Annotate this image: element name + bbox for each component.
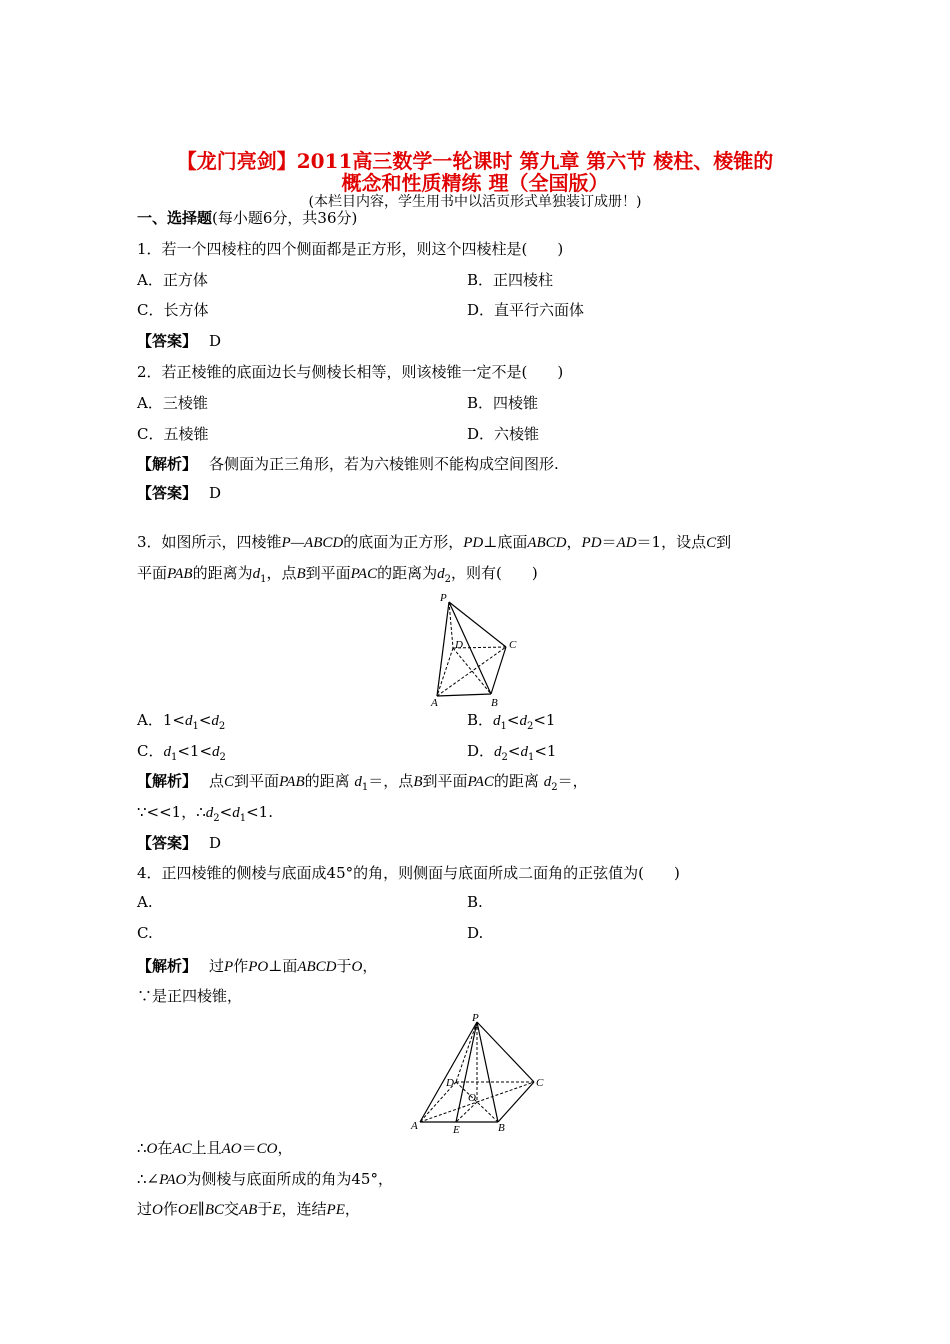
text: 的距离为: [377, 564, 438, 582]
text: ，: [566, 533, 582, 551]
text: 过: [137, 1200, 153, 1218]
analysis-label: 【解析】: [137, 957, 198, 975]
math: PD: [581, 535, 602, 551]
text: ＝: [601, 533, 617, 551]
subscript: 2: [444, 574, 451, 585]
q4-stem: 4．正四棱锥的侧棱与底面成45°的角，则侧面与底面所成二面角的正弦值为( ): [137, 864, 680, 882]
math: AO: [221, 1141, 242, 1157]
text: 到平面: [234, 772, 280, 790]
text: 于: [257, 1200, 273, 1218]
edge-pa: [420, 1022, 477, 1122]
section-name: 一、选择题: [137, 209, 213, 227]
section-note: (每小题6分，共36分): [212, 209, 358, 227]
q3-conclusion: [137, 801, 273, 824]
q4-line-regular: ∵是正四棱锥，: [137, 987, 243, 1005]
text: 的距离为: [192, 564, 253, 582]
q3-pyramid-figure: [425, 590, 535, 710]
text: <1.: [246, 803, 273, 821]
q2-stem: 2．若正棱锥的底面边长与侧棱长相等，则该棱锥一定不是( ): [137, 363, 564, 381]
subscript: 2: [213, 813, 220, 824]
math: d: [519, 713, 527, 729]
q1-stem: 1．若一个四棱柱的四个侧面都是正方形，则这个四棱柱是( ): [137, 240, 564, 258]
subscript: 1: [500, 721, 507, 732]
math: C: [706, 535, 717, 551]
label-b: B: [491, 697, 498, 709]
q4-option-d: D.: [467, 924, 484, 942]
subscript: 2: [551, 782, 558, 793]
q4-line-o-on-ac: [137, 1137, 292, 1158]
q4-line-construct: [137, 1198, 360, 1219]
label-o: O: [468, 1092, 476, 1104]
subscript: 2: [218, 721, 226, 732]
text: 交: [223, 1200, 239, 1218]
text: <: [506, 711, 520, 729]
text: ＝1，设点: [636, 533, 707, 551]
q4-option-a: A.: [137, 893, 153, 911]
text: ＝: [241, 1139, 257, 1157]
q1-option-b: B．正四棱柱: [467, 271, 554, 289]
subscript: 2: [526, 721, 534, 732]
text: <: [507, 742, 521, 760]
math: d: [543, 774, 552, 790]
q2-answer: [137, 482, 221, 503]
math: PAO: [159, 1172, 187, 1188]
label-p: P: [472, 1012, 479, 1024]
subscript: 2: [219, 752, 226, 763]
text: 的底面为正方形，: [343, 533, 464, 551]
label-e: E: [453, 1124, 460, 1136]
diag-db-hidden: [453, 648, 491, 694]
text: 作: [233, 957, 249, 975]
math: d: [212, 744, 220, 760]
text: 在: [157, 1139, 173, 1157]
diag-ac-hidden: [437, 647, 506, 696]
label-a: A: [411, 1120, 418, 1132]
answer-label: 【答案】: [137, 484, 198, 502]
edge-pe: [456, 1022, 477, 1122]
math: PD: [463, 535, 484, 551]
math: d: [520, 744, 528, 760]
math: d: [232, 805, 240, 821]
edge-ab: [437, 694, 491, 696]
math: d: [252, 566, 261, 582]
q1-option-a: A．正方体: [137, 271, 208, 289]
q1-answer: [137, 330, 221, 351]
subscript: 1: [239, 813, 247, 824]
math: PAB: [167, 566, 193, 582]
q4-line-angle: [137, 1168, 393, 1189]
section-heading: [137, 207, 357, 228]
q4-analysis: [137, 955, 377, 976]
label-d: D: [446, 1077, 454, 1089]
math: d: [211, 713, 219, 729]
text: ⊥底面: [483, 533, 528, 551]
text: ，: [344, 1200, 360, 1218]
text: 过: [209, 957, 225, 975]
math: PO: [248, 959, 269, 975]
doc-title-line2: 概念和性质精练 理（全国版）: [341, 171, 609, 195]
math: O: [146, 1141, 158, 1157]
math: E: [272, 1202, 282, 1218]
label-b: B: [498, 1122, 505, 1134]
doc-title-line1: 【龙门亮剑】2011高三数学一轮课时 第九章 第六节 棱柱、棱锥的: [176, 149, 774, 173]
math: C: [224, 774, 235, 790]
text: 为侧棱与底面所成的角为45°，: [186, 1170, 393, 1188]
q3-stem-line2: [137, 562, 538, 585]
text: 3．如图所示，四棱锥: [137, 533, 282, 551]
q4-option-b: B.: [467, 893, 483, 911]
label-a: A: [431, 697, 438, 709]
text: ∴∠: [137, 1170, 160, 1188]
subscript: 1: [527, 752, 535, 763]
q4-option-c: C.: [137, 924, 153, 942]
edge-pc: [477, 1022, 534, 1082]
text: ，: [277, 1139, 293, 1157]
math: PAC: [350, 566, 378, 582]
q3-option-d: [467, 740, 556, 763]
math: P: [224, 959, 234, 975]
edge-pa: [437, 602, 449, 696]
text: 到平面: [305, 564, 351, 582]
math: O: [152, 1202, 163, 1218]
subscript: 1: [192, 721, 199, 732]
answer-value: D: [209, 834, 222, 852]
math: B: [296, 566, 306, 582]
subscript: 2: [501, 752, 508, 763]
math: ABCD: [297, 959, 337, 975]
text: 点: [209, 772, 225, 790]
text: 到: [716, 533, 732, 551]
answer-value: D: [209, 332, 222, 350]
text: D．: [467, 742, 495, 760]
math: AD: [616, 535, 637, 551]
text: ，则有( ): [450, 564, 538, 582]
math: d: [163, 744, 171, 760]
text: C．: [137, 742, 164, 760]
text: 到平面: [422, 772, 468, 790]
q3-option-b: [467, 709, 555, 732]
analysis-label: 【解析】: [137, 772, 198, 790]
q2-option-d: D．六棱锥: [467, 425, 540, 443]
text: <1<: [177, 742, 213, 760]
q3-answer: [137, 832, 221, 853]
text: <: [198, 711, 212, 729]
text: ∵<<1，∴: [137, 803, 206, 821]
math: PAC: [467, 774, 494, 790]
q2-option-b: B．四棱锥: [467, 394, 539, 412]
math: CO: [256, 1141, 278, 1157]
subscript: 1: [260, 574, 267, 585]
math: d: [437, 566, 445, 582]
text: ∴: [137, 1139, 147, 1157]
answer-label: 【答案】: [137, 834, 198, 852]
math: d: [184, 713, 193, 729]
math: d: [205, 805, 214, 821]
q2-option-c: C．五棱锥: [137, 425, 209, 443]
q3-option-c: [137, 740, 226, 763]
answer-label: 【答案】: [137, 332, 198, 350]
math: d: [354, 774, 362, 790]
math: ABCD: [527, 535, 567, 551]
math: BC: [204, 1202, 224, 1218]
text: ，: [362, 957, 378, 975]
text: B．: [467, 711, 494, 729]
text: ⊥面: [268, 957, 298, 975]
q4-pyramid-figure: [408, 1012, 550, 1136]
text: ＝，: [557, 772, 588, 790]
math: O: [351, 959, 363, 975]
label-c: C: [536, 1077, 544, 1089]
math: PAB: [279, 774, 305, 790]
text: ＝，点: [368, 772, 414, 790]
text: 上且: [191, 1139, 222, 1157]
q2-option-a: A．三棱锥: [137, 394, 208, 412]
q3-analysis: [137, 770, 588, 793]
label-d: D: [455, 639, 463, 651]
math: P—ABCD: [281, 535, 344, 551]
text: A．1<: [137, 711, 185, 729]
edge-bc: [491, 647, 506, 694]
text: <: [219, 803, 233, 821]
text: ，点: [266, 564, 297, 582]
answer-value: D: [209, 484, 222, 502]
text: 于: [336, 957, 352, 975]
edge-da-hidden: [437, 648, 453, 696]
label-p: P: [440, 592, 447, 604]
text: <1: [534, 742, 557, 760]
text: ，连结: [281, 1200, 327, 1218]
math: d: [494, 744, 502, 760]
doc-subtitle: (本栏目内容，学生用书中以活页形式单独装订成册！): [308, 194, 642, 210]
text: 的距离: [304, 772, 350, 790]
q1-option-d: D．直平行六面体: [467, 301, 585, 319]
q3-option-a: [137, 709, 225, 732]
q3-stem-line1: [137, 531, 731, 552]
text: <1: [533, 711, 556, 729]
text: ∥: [197, 1200, 205, 1218]
analysis-text: 各侧面为正三角形，若为六棱锥则不能构成空间图形.: [209, 455, 559, 473]
text: 平面: [137, 564, 168, 582]
label-c: C: [509, 639, 517, 651]
q1-option-c: C．长方体: [137, 301, 209, 319]
edge-pb: [477, 1022, 498, 1122]
text: 作: [162, 1200, 178, 1218]
subscript: 1: [361, 782, 369, 793]
subscript: 1: [170, 752, 178, 763]
math: B: [413, 774, 423, 790]
math: AB: [239, 1202, 258, 1218]
math: OE: [177, 1202, 198, 1218]
q2-analysis: [137, 453, 559, 474]
text: 的距离: [493, 772, 539, 790]
math: AC: [172, 1141, 192, 1157]
math: d: [493, 713, 501, 729]
analysis-label: 【解析】: [137, 455, 198, 473]
math: PE: [326, 1202, 345, 1218]
